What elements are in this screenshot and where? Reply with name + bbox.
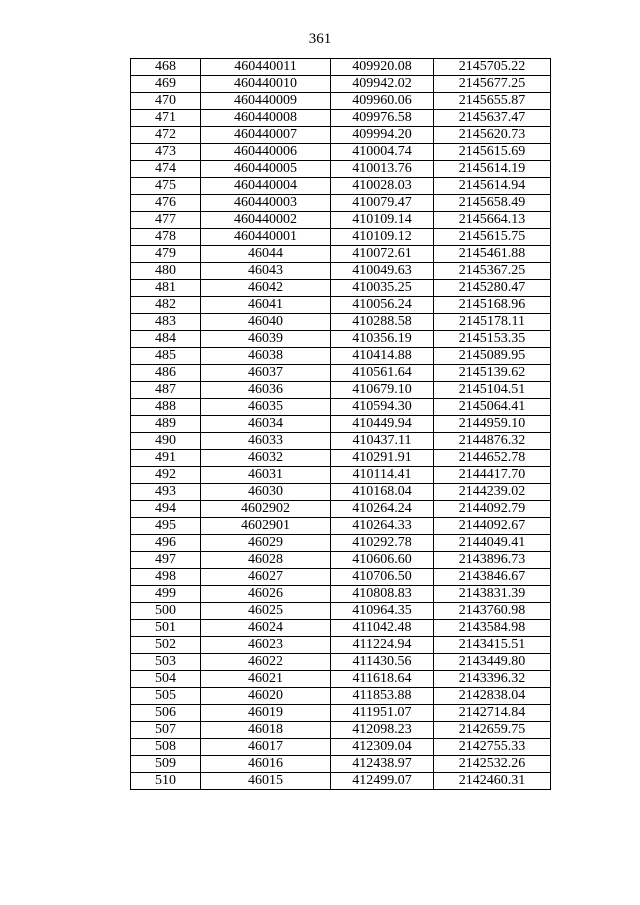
y-coordinate-cell: 2145615.69 (434, 144, 551, 161)
table-row (131, 637, 551, 654)
point-id-cell: 46025 (201, 603, 331, 620)
row-index-cell: 468 (131, 59, 201, 76)
table-row (131, 671, 551, 688)
x-coordinate-cell: 410109.14 (331, 212, 434, 229)
y-coordinate-cell: 2145139.62 (434, 365, 551, 382)
point-id-cell: 46037 (201, 365, 331, 382)
table-row (131, 161, 551, 178)
x-coordinate-cell: 410356.19 (331, 331, 434, 348)
row-index-cell: 494 (131, 501, 201, 518)
y-coordinate-cell: 2145677.25 (434, 76, 551, 93)
point-id-cell: 46031 (201, 467, 331, 484)
row-index-cell: 499 (131, 586, 201, 603)
x-coordinate-cell: 409976.58 (331, 110, 434, 127)
x-coordinate-cell: 410288.58 (331, 314, 434, 331)
y-coordinate-cell: 2143584.98 (434, 620, 551, 637)
table-row (131, 382, 551, 399)
x-coordinate-cell: 410013.76 (331, 161, 434, 178)
x-coordinate-cell: 410035.25 (331, 280, 434, 297)
point-id-cell: 460440010 (201, 76, 331, 93)
row-index-cell: 490 (131, 433, 201, 450)
x-coordinate-cell: 409960.06 (331, 93, 434, 110)
y-coordinate-cell: 2144239.02 (434, 484, 551, 501)
point-id-cell: 46018 (201, 722, 331, 739)
point-id-cell: 46023 (201, 637, 331, 654)
table-row (131, 297, 551, 314)
row-index-cell: 480 (131, 263, 201, 280)
x-coordinate-cell: 410056.24 (331, 297, 434, 314)
row-index-cell: 481 (131, 280, 201, 297)
point-id-cell: 46021 (201, 671, 331, 688)
y-coordinate-cell: 2144959.10 (434, 416, 551, 433)
point-id-cell: 46044 (201, 246, 331, 263)
point-id-cell: 46022 (201, 654, 331, 671)
row-index-cell: 510 (131, 773, 201, 790)
row-index-cell: 472 (131, 127, 201, 144)
table-row (131, 331, 551, 348)
row-index-cell: 496 (131, 535, 201, 552)
table-row (131, 654, 551, 671)
y-coordinate-cell: 2143831.39 (434, 586, 551, 603)
point-id-cell: 46016 (201, 756, 331, 773)
point-id-cell: 4602902 (201, 501, 331, 518)
x-coordinate-cell: 410264.24 (331, 501, 434, 518)
point-id-cell: 46015 (201, 773, 331, 790)
y-coordinate-cell: 2145615.75 (434, 229, 551, 246)
x-coordinate-cell: 410072.61 (331, 246, 434, 263)
row-index-cell: 491 (131, 450, 201, 467)
table-row (131, 739, 551, 756)
table-row (131, 501, 551, 518)
table-row (131, 76, 551, 93)
row-index-cell: 506 (131, 705, 201, 722)
y-coordinate-cell: 2144652.78 (434, 450, 551, 467)
x-coordinate-cell: 410706.50 (331, 569, 434, 586)
y-coordinate-cell: 2142755.33 (434, 739, 551, 756)
x-coordinate-cell: 410291.91 (331, 450, 434, 467)
row-index-cell: 509 (131, 756, 201, 773)
point-id-cell: 460440003 (201, 195, 331, 212)
x-coordinate-cell: 410594.30 (331, 399, 434, 416)
table-row (131, 450, 551, 467)
x-coordinate-cell: 411618.64 (331, 671, 434, 688)
y-coordinate-cell: 2143846.67 (434, 569, 551, 586)
row-index-cell: 501 (131, 620, 201, 637)
row-index-cell: 502 (131, 637, 201, 654)
table-row (131, 705, 551, 722)
row-index-cell: 484 (131, 331, 201, 348)
y-coordinate-cell: 2144417.70 (434, 467, 551, 484)
point-id-cell: 460440004 (201, 178, 331, 195)
y-coordinate-cell: 2144092.67 (434, 518, 551, 535)
x-coordinate-cell: 410168.04 (331, 484, 434, 501)
table-row (131, 144, 551, 161)
row-index-cell: 507 (131, 722, 201, 739)
x-coordinate-cell: 411951.07 (331, 705, 434, 722)
x-coordinate-cell: 410437.11 (331, 433, 434, 450)
table-row (131, 212, 551, 229)
x-coordinate-cell: 409942.02 (331, 76, 434, 93)
table-row (131, 178, 551, 195)
row-index-cell: 503 (131, 654, 201, 671)
point-id-cell: 460440008 (201, 110, 331, 127)
x-coordinate-cell: 410414.88 (331, 348, 434, 365)
y-coordinate-cell: 2145064.41 (434, 399, 551, 416)
row-index-cell: 497 (131, 552, 201, 569)
y-coordinate-cell: 2144092.79 (434, 501, 551, 518)
table-row (131, 280, 551, 297)
x-coordinate-cell: 410561.64 (331, 365, 434, 382)
point-id-cell: 46017 (201, 739, 331, 756)
y-coordinate-cell: 2145280.47 (434, 280, 551, 297)
table-row (131, 365, 551, 382)
point-id-cell: 46028 (201, 552, 331, 569)
table-row (131, 773, 551, 790)
table-row (131, 688, 551, 705)
table-row (131, 263, 551, 280)
table-row (131, 620, 551, 637)
table-row (131, 552, 551, 569)
y-coordinate-cell: 2145104.51 (434, 382, 551, 399)
x-coordinate-cell: 412098.23 (331, 722, 434, 739)
table-row (131, 535, 551, 552)
table-row (131, 603, 551, 620)
point-id-cell: 46041 (201, 297, 331, 314)
x-coordinate-cell: 410264.33 (331, 518, 434, 535)
y-coordinate-cell: 2145367.25 (434, 263, 551, 280)
row-index-cell: 485 (131, 348, 201, 365)
point-id-cell: 46032 (201, 450, 331, 467)
row-index-cell: 477 (131, 212, 201, 229)
table-row (131, 416, 551, 433)
point-id-cell: 460440002 (201, 212, 331, 229)
row-index-cell: 471 (131, 110, 201, 127)
table-row (131, 93, 551, 110)
table-row (131, 195, 551, 212)
y-coordinate-cell: 2145089.95 (434, 348, 551, 365)
row-index-cell: 470 (131, 93, 201, 110)
point-id-cell: 460440011 (201, 59, 331, 76)
point-id-cell: 46039 (201, 331, 331, 348)
row-index-cell: 473 (131, 144, 201, 161)
table-body (131, 59, 551, 790)
x-coordinate-cell: 411224.94 (331, 637, 434, 654)
y-coordinate-cell: 2143760.98 (434, 603, 551, 620)
row-index-cell: 474 (131, 161, 201, 178)
row-index-cell: 500 (131, 603, 201, 620)
x-coordinate-cell: 411853.88 (331, 688, 434, 705)
x-coordinate-cell: 410292.78 (331, 535, 434, 552)
point-id-cell: 46042 (201, 280, 331, 297)
x-coordinate-cell: 410049.63 (331, 263, 434, 280)
x-coordinate-cell: 411430.56 (331, 654, 434, 671)
y-coordinate-cell: 2145168.96 (434, 297, 551, 314)
row-index-cell: 498 (131, 569, 201, 586)
y-coordinate-cell: 2145664.13 (434, 212, 551, 229)
y-coordinate-cell: 2142659.75 (434, 722, 551, 739)
row-index-cell: 469 (131, 76, 201, 93)
table-row (131, 127, 551, 144)
y-coordinate-cell: 2144049.41 (434, 535, 551, 552)
row-index-cell: 479 (131, 246, 201, 263)
y-coordinate-cell: 2145620.73 (434, 127, 551, 144)
x-coordinate-cell: 410079.47 (331, 195, 434, 212)
y-coordinate-cell: 2144876.32 (434, 433, 551, 450)
point-id-cell: 460440009 (201, 93, 331, 110)
row-index-cell: 483 (131, 314, 201, 331)
coordinates-table (130, 58, 551, 790)
y-coordinate-cell: 2145658.49 (434, 195, 551, 212)
x-coordinate-cell: 410808.83 (331, 586, 434, 603)
point-id-cell: 46034 (201, 416, 331, 433)
x-coordinate-cell: 412438.97 (331, 756, 434, 773)
table-row (131, 246, 551, 263)
point-id-cell: 460440005 (201, 161, 331, 178)
table-row (131, 110, 551, 127)
y-coordinate-cell: 2143396.32 (434, 671, 551, 688)
point-id-cell: 46043 (201, 263, 331, 280)
row-index-cell: 492 (131, 467, 201, 484)
table-row (131, 314, 551, 331)
row-index-cell: 508 (131, 739, 201, 756)
y-coordinate-cell: 2145614.94 (434, 178, 551, 195)
table-row (131, 722, 551, 739)
row-index-cell: 478 (131, 229, 201, 246)
table-row (131, 229, 551, 246)
point-id-cell: 460440001 (201, 229, 331, 246)
point-id-cell: 46040 (201, 314, 331, 331)
row-index-cell: 489 (131, 416, 201, 433)
table-row (131, 756, 551, 773)
point-id-cell: 46035 (201, 399, 331, 416)
x-coordinate-cell: 410028.03 (331, 178, 434, 195)
x-coordinate-cell: 409994.20 (331, 127, 434, 144)
row-index-cell: 488 (131, 399, 201, 416)
table-row (131, 467, 551, 484)
y-coordinate-cell: 2145655.87 (434, 93, 551, 110)
table-row (131, 586, 551, 603)
row-index-cell: 504 (131, 671, 201, 688)
y-coordinate-cell: 2145637.47 (434, 110, 551, 127)
point-id-cell: 46030 (201, 484, 331, 501)
row-index-cell: 482 (131, 297, 201, 314)
point-id-cell: 46038 (201, 348, 331, 365)
table-row (131, 399, 551, 416)
row-index-cell: 476 (131, 195, 201, 212)
table-row (131, 484, 551, 501)
table-row (131, 433, 551, 450)
x-coordinate-cell: 410109.12 (331, 229, 434, 246)
point-id-cell: 46026 (201, 586, 331, 603)
x-coordinate-cell: 410449.94 (331, 416, 434, 433)
y-coordinate-cell: 2142532.26 (434, 756, 551, 773)
x-coordinate-cell: 412309.04 (331, 739, 434, 756)
x-coordinate-cell: 410114.41 (331, 467, 434, 484)
x-coordinate-cell: 410606.60 (331, 552, 434, 569)
table-row (131, 59, 551, 76)
row-index-cell: 475 (131, 178, 201, 195)
x-coordinate-cell: 410964.35 (331, 603, 434, 620)
row-index-cell: 495 (131, 518, 201, 535)
point-id-cell: 46020 (201, 688, 331, 705)
y-coordinate-cell: 2145178.11 (434, 314, 551, 331)
point-id-cell: 46036 (201, 382, 331, 399)
point-id-cell: 46024 (201, 620, 331, 637)
y-coordinate-cell: 2145461.88 (434, 246, 551, 263)
y-coordinate-cell: 2143896.73 (434, 552, 551, 569)
y-coordinate-cell: 2145614.19 (434, 161, 551, 178)
y-coordinate-cell: 2143415.51 (434, 637, 551, 654)
y-coordinate-cell: 2142460.31 (434, 773, 551, 790)
row-index-cell: 486 (131, 365, 201, 382)
y-coordinate-cell: 2143449.80 (434, 654, 551, 671)
table-row (131, 348, 551, 365)
point-id-cell: 4602901 (201, 518, 331, 535)
row-index-cell: 493 (131, 484, 201, 501)
y-coordinate-cell: 2142714.84 (434, 705, 551, 722)
point-id-cell: 46019 (201, 705, 331, 722)
point-id-cell: 460440006 (201, 144, 331, 161)
y-coordinate-cell: 2145153.35 (434, 331, 551, 348)
x-coordinate-cell: 410004.74 (331, 144, 434, 161)
x-coordinate-cell: 410679.10 (331, 382, 434, 399)
y-coordinate-cell: 2145705.22 (434, 59, 551, 76)
point-id-cell: 46029 (201, 535, 331, 552)
point-id-cell: 46033 (201, 433, 331, 450)
y-coordinate-cell: 2142838.04 (434, 688, 551, 705)
table-row (131, 569, 551, 586)
x-coordinate-cell: 409920.08 (331, 59, 434, 76)
point-id-cell: 46027 (201, 569, 331, 586)
table-row (131, 518, 551, 535)
x-coordinate-cell: 412499.07 (331, 773, 434, 790)
row-index-cell: 505 (131, 688, 201, 705)
row-index-cell: 487 (131, 382, 201, 399)
x-coordinate-cell: 411042.48 (331, 620, 434, 637)
page-number: 361 (308, 31, 332, 47)
point-id-cell: 460440007 (201, 127, 331, 144)
